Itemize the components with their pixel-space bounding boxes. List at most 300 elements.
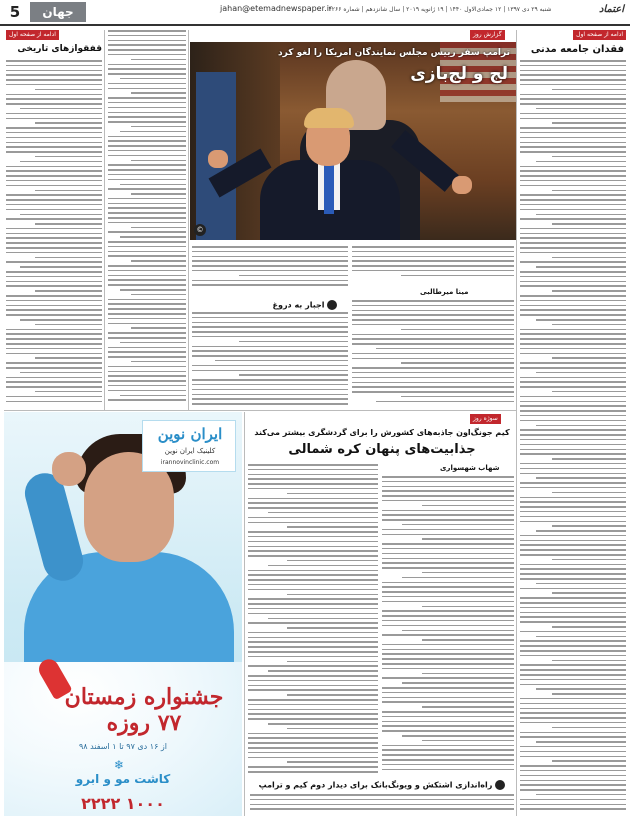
text-line [536, 425, 626, 427]
text-line [382, 553, 514, 555]
text-line [520, 401, 626, 403]
text-line [382, 764, 514, 766]
text-line [108, 375, 186, 377]
text-line [520, 780, 626, 782]
text-line [239, 341, 348, 343]
text-line [192, 256, 348, 258]
ad-title: جشنواره زمستان ۷۷ روزه [64, 684, 224, 736]
text-line [248, 550, 378, 552]
text-line [520, 473, 626, 475]
newspaper-logo: اعتماد [598, 4, 624, 15]
text-line [352, 260, 514, 262]
text-line [520, 65, 626, 67]
text-line [248, 685, 378, 687]
trump-article-col1 [352, 300, 514, 408]
text-line [248, 531, 378, 533]
text-line [382, 490, 514, 492]
text-line [6, 295, 102, 297]
trump-photo [190, 42, 516, 240]
text-line [248, 474, 378, 476]
text-line [536, 741, 626, 743]
text-line [520, 468, 626, 470]
text-line [352, 353, 514, 355]
text-line [520, 180, 626, 182]
text-line [131, 327, 186, 329]
text-line [108, 164, 186, 166]
text-line [192, 326, 348, 328]
text-line [520, 521, 626, 523]
text-line [20, 214, 102, 216]
text-line [520, 770, 626, 772]
text-line [520, 650, 626, 652]
text-line [192, 280, 348, 282]
text-line [287, 526, 378, 528]
text-line [520, 712, 626, 714]
text-line [6, 329, 102, 331]
text-line [248, 622, 378, 624]
text-line [6, 396, 102, 398]
text-line [248, 598, 378, 600]
text-line [520, 285, 626, 287]
text-line [6, 118, 102, 120]
text-line [248, 637, 378, 639]
text-line [352, 300, 514, 302]
text-line [536, 214, 626, 216]
text-line [6, 362, 102, 364]
text-line [422, 639, 514, 641]
text-line [536, 636, 626, 638]
text-line [382, 745, 514, 747]
text-line [35, 391, 102, 393]
text-line [248, 675, 378, 677]
text-line [108, 284, 186, 286]
text-line [520, 367, 626, 369]
text-line [120, 78, 186, 80]
text-line [520, 664, 626, 666]
text-line [520, 501, 626, 503]
text-line [108, 44, 186, 46]
text-line [520, 218, 626, 220]
text-line [382, 634, 514, 636]
text-line [20, 161, 102, 163]
text-line [268, 512, 379, 514]
text-line [248, 464, 378, 466]
text-line [536, 372, 626, 374]
text-line [6, 261, 102, 263]
text-line [520, 118, 626, 120]
ad-slogan: کاشت مو و ابرو [75, 772, 171, 786]
text-line [352, 324, 514, 326]
text-line [248, 555, 378, 557]
section-rule [4, 410, 516, 411]
text-line [536, 108, 626, 110]
text-line [108, 207, 186, 209]
text-line [108, 366, 186, 368]
text-line [192, 350, 348, 352]
text-line [6, 300, 102, 302]
text-line [6, 242, 102, 244]
text-line [108, 337, 186, 339]
text-line [520, 616, 626, 618]
photo-credit-icon: © [194, 224, 206, 236]
text-line [35, 190, 102, 192]
text-line [536, 319, 626, 321]
text-line [248, 608, 378, 610]
text-line [192, 270, 348, 272]
text-line [382, 582, 514, 584]
text-line [287, 560, 378, 562]
text-line [6, 309, 102, 311]
text-line [382, 653, 514, 655]
text-line [552, 727, 626, 729]
text-line [422, 572, 514, 574]
text-line [382, 668, 514, 670]
text-line [192, 389, 348, 391]
text-line [422, 673, 514, 675]
text-line [6, 233, 102, 235]
center-top-tag: گزارش روز [470, 30, 505, 40]
ad-subtitle: کلینیک ایران نوین [164, 447, 216, 455]
text-line [6, 79, 102, 81]
text-line [520, 602, 626, 604]
text-line [108, 102, 186, 104]
text-line [248, 488, 378, 490]
center-bottom-tag: سوژه روز [470, 414, 501, 424]
text-line [120, 131, 186, 133]
text-line [248, 584, 378, 586]
text-line [6, 84, 102, 86]
text-line [108, 241, 186, 243]
text-line [552, 156, 626, 158]
text-line [248, 747, 378, 749]
text-line [520, 142, 626, 144]
text-line [248, 742, 378, 744]
section-title: جهان [30, 2, 86, 22]
text-line [520, 568, 626, 570]
text-line [520, 295, 626, 297]
text-line [382, 730, 514, 732]
text-line [248, 646, 378, 648]
subhead-text: اجبار به دروغ [272, 300, 325, 310]
text-line [108, 150, 186, 152]
text-line [520, 175, 626, 177]
text-line [520, 535, 626, 537]
text-line [131, 260, 186, 262]
nk-byline: شهاب شهسواری [440, 464, 500, 472]
text-line [35, 223, 102, 225]
text-line [382, 591, 514, 593]
text-line [382, 519, 514, 521]
text-line [108, 30, 186, 32]
column-rule [516, 30, 517, 816]
snowflake-icon: ❄ [114, 758, 125, 772]
text-line [520, 511, 626, 513]
text-line [108, 140, 186, 142]
text-line [382, 769, 514, 771]
text-line [352, 310, 514, 312]
text-line [402, 524, 514, 526]
text-line [552, 257, 626, 259]
text-line [35, 89, 102, 91]
ad-phone: ۲۲۲۲ ۱۰۰۰ [81, 794, 165, 813]
text-line [520, 420, 626, 422]
text-line [520, 103, 626, 105]
text-line [6, 60, 102, 62]
text-line [287, 627, 378, 629]
text-line [520, 377, 626, 379]
text-line [552, 122, 626, 124]
text-line [382, 687, 514, 689]
text-line [108, 385, 186, 387]
header-date: شنبه ۲۹ دی ۱۳۹۷ | ۱۲ جمادی‌الاول ۱۴۴۰ | ۱۹ ژانویه ۲۰۱۹ | سال شانزدهم | شماره ۴۲۶۶ [328, 6, 552, 13]
text-line [108, 299, 186, 301]
text-line [352, 246, 514, 248]
text-line [382, 716, 514, 718]
text-line [108, 64, 186, 66]
text-line [6, 401, 102, 403]
text-line [35, 290, 102, 292]
text-line [131, 126, 186, 128]
text-line [108, 212, 186, 214]
text-line [108, 356, 186, 358]
clinic-advertisement[interactable] [4, 412, 242, 816]
text-line [552, 760, 626, 762]
left-column-body [6, 60, 102, 408]
text-line [250, 794, 514, 796]
text-line [520, 621, 626, 623]
text-line [131, 361, 186, 363]
text-line [352, 265, 514, 267]
text-line [287, 493, 378, 495]
text-line [6, 113, 102, 115]
text-line [6, 276, 102, 278]
text-line [520, 237, 626, 239]
text-line [192, 322, 348, 324]
text-line [520, 261, 626, 263]
text-line [520, 281, 626, 283]
text-line [108, 399, 186, 401]
text-line [520, 789, 626, 791]
text-line [6, 247, 102, 249]
text-line [352, 343, 514, 345]
text-line [131, 92, 186, 94]
text-line [520, 98, 626, 100]
text-line [520, 151, 626, 153]
text-line [6, 285, 102, 287]
text-line [520, 247, 626, 249]
text-line [382, 514, 514, 516]
text-line [422, 538, 514, 540]
text-line [520, 338, 626, 340]
text-line [108, 203, 186, 205]
text-line [520, 482, 626, 484]
text-line [520, 578, 626, 580]
text-line [287, 594, 378, 596]
text-line [536, 530, 626, 532]
text-line [520, 84, 626, 86]
text-line [6, 367, 102, 369]
text-line [248, 498, 378, 500]
text-line [6, 194, 102, 196]
text-line [20, 266, 102, 268]
text-line [552, 190, 626, 192]
text-line [248, 718, 378, 720]
text-line [520, 506, 626, 508]
text-line [248, 517, 378, 519]
text-line [382, 562, 514, 564]
text-line [552, 357, 626, 359]
text-line [120, 395, 186, 397]
text-line [352, 367, 514, 369]
ad-logo: ایران نوین [157, 425, 223, 443]
text-line [520, 204, 626, 206]
text-line [6, 74, 102, 76]
text-line [108, 390, 186, 392]
text-line [520, 300, 626, 302]
text-line [520, 439, 626, 441]
text-line [108, 275, 186, 277]
text-line [520, 137, 626, 139]
text-line [248, 502, 378, 504]
text-line [6, 386, 102, 388]
text-line [382, 625, 514, 627]
text-line [6, 228, 102, 230]
text-line [131, 193, 186, 195]
text-line [520, 209, 626, 211]
text-line [108, 54, 186, 56]
text-line [20, 319, 102, 321]
text-line [352, 377, 514, 379]
text-line [402, 682, 514, 684]
text-line [108, 231, 186, 233]
text-line [108, 179, 186, 181]
text-line [520, 463, 626, 465]
text-line [520, 185, 626, 187]
text-line [6, 98, 102, 100]
text-line [382, 548, 514, 550]
text-line [552, 324, 626, 326]
text-line [6, 175, 102, 177]
text-line [520, 588, 626, 590]
text-line [108, 73, 186, 75]
text-line [108, 155, 186, 157]
text-line [536, 161, 626, 163]
text-line [382, 558, 514, 560]
text-line [108, 371, 186, 373]
text-line [552, 223, 626, 225]
text-line [108, 188, 186, 190]
text-line [131, 227, 186, 229]
text-line [108, 222, 186, 224]
text-line [382, 692, 514, 694]
text-line [6, 353, 102, 355]
text-line [248, 546, 378, 548]
text-line [248, 752, 378, 754]
text-line [108, 88, 186, 90]
text-line [192, 312, 348, 314]
text-line [382, 697, 514, 699]
right-column-body [520, 60, 626, 816]
text-line [382, 721, 514, 723]
text-line [382, 754, 514, 756]
text-line [108, 217, 186, 219]
text-line [248, 589, 378, 591]
text-line [520, 74, 626, 76]
text-line [352, 270, 514, 272]
text-line [108, 308, 186, 310]
text-line [382, 701, 514, 703]
nk-article-col1 [382, 476, 514, 776]
text-line [382, 620, 514, 622]
text-line [382, 500, 514, 502]
text-line [520, 396, 626, 398]
text-line [248, 478, 378, 480]
text-line [108, 279, 186, 281]
text-line [520, 679, 626, 681]
text-line [520, 516, 626, 518]
text-line [520, 746, 626, 748]
text-line [520, 415, 626, 417]
text-line [6, 132, 102, 134]
text-line [108, 107, 186, 109]
text-line [108, 121, 186, 123]
ad-url: irannovinclinic.com [160, 459, 220, 466]
text-line [192, 379, 348, 381]
text-line [6, 170, 102, 172]
text-line [352, 382, 514, 384]
text-line [552, 660, 626, 662]
text-line [192, 346, 348, 348]
text-line [520, 199, 626, 201]
text-line [287, 761, 378, 763]
text-line [248, 574, 378, 576]
text-line [520, 348, 626, 350]
text-line [520, 684, 626, 686]
text-line [250, 799, 514, 801]
text-line [520, 127, 626, 129]
text-line [520, 410, 626, 412]
trump-article-col2 [192, 246, 348, 290]
text-line [520, 722, 626, 724]
text-line [192, 260, 348, 262]
text-line [382, 749, 514, 751]
text-line [6, 70, 102, 72]
text-line [520, 655, 626, 657]
text-line [120, 236, 186, 238]
text-line [352, 314, 514, 316]
text-line [6, 343, 102, 345]
text-line [192, 394, 348, 396]
text-line [376, 401, 514, 403]
text-line [352, 338, 514, 340]
text-line [382, 615, 514, 617]
text-line [6, 127, 102, 129]
text-line [192, 384, 348, 386]
text-line [352, 372, 514, 374]
text-line [520, 669, 626, 671]
text-line [6, 142, 102, 144]
text-line [248, 522, 378, 524]
text-line [248, 757, 378, 759]
text-line [248, 603, 378, 605]
text-line [382, 534, 514, 536]
text-line [382, 644, 514, 646]
photo-caption [352, 246, 514, 282]
text-line [520, 429, 626, 431]
text-line [20, 108, 102, 110]
text-line [520, 381, 626, 383]
text-line [520, 309, 626, 311]
